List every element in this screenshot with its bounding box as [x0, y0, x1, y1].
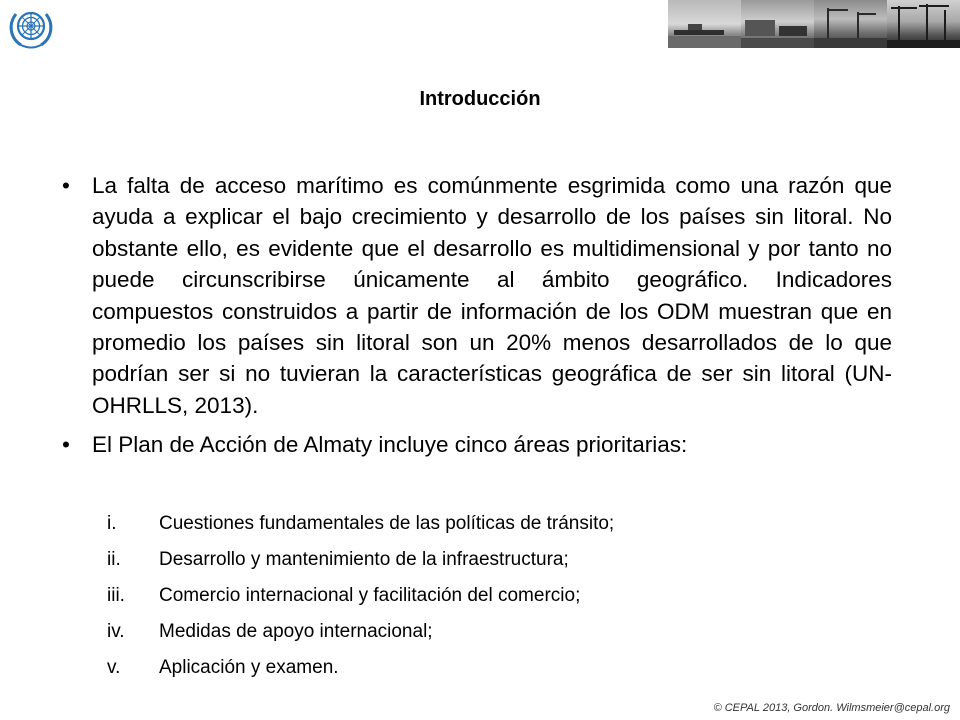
banner-photo-4 — [887, 0, 960, 48]
priority-item — [107, 650, 614, 686]
priority-text: Desarrollo y mantenimiento de la infraestructura; — [159, 549, 569, 570]
banner-photo-3 — [814, 0, 887, 48]
bullet-marker: • — [62, 432, 70, 458]
priority-areas-list — [107, 506, 614, 686]
priority-text: Comercio internacional y facilitación del comercio; — [159, 585, 581, 606]
priority-text: Medidas de apoyo internacional; — [159, 621, 433, 642]
banner-photo-1 — [668, 0, 741, 48]
bullet-text: La falta de acceso marítimo es comúnmente esgrimida como una razón que ayuda a explicar el bajo crecimiento y desarrollo de los países sin litoral. No obstante ello, es evidente que el desarrollo es multidimensional y por tanto no puede circunscribirse únicamente al ámbito geográfico. Indicadores compuestos construidos a partir de información de los ODM muestran que en promedio los países sin litoral son un 20% menos desarrollados de lo que podrían ser si no tuvieran la características geográfica de ser sin litoral (UN-OHRLLS, 2013). — [92, 173, 892, 418]
priority-text: Cuestiones fundamentales de las políticas de tránsito; — [159, 513, 615, 534]
priority-item — [107, 506, 614, 542]
priority-item — [107, 578, 614, 614]
un-emblem-logo — [6, 4, 56, 52]
bullet-list — [62, 170, 892, 461]
priority-item — [107, 614, 614, 650]
banner-photo-2 — [741, 0, 814, 48]
bullet-item — [62, 429, 892, 460]
roman-numeral: iii. — [107, 585, 125, 606]
roman-numeral: i. — [107, 513, 117, 534]
roman-numeral: iv. — [107, 621, 125, 642]
bullet-marker: • — [62, 173, 70, 198]
priority-item — [107, 542, 614, 578]
roman-numeral: ii. — [107, 549, 121, 570]
copyright-footer: © CEPAL 2013, Gordon. Wilmsmeier@cepal.org — [713, 702, 950, 714]
roman-numeral: v. — [107, 657, 121, 678]
bullet-item — [62, 170, 892, 421]
port-photo-banner — [668, 0, 960, 48]
slide-title: Introducción — [419, 88, 541, 110]
bullet-text: El Plan de Acción de Almaty incluye cinco áreas prioritarias: — [92, 432, 688, 458]
priority-text: Aplicación y examen. — [159, 657, 339, 678]
